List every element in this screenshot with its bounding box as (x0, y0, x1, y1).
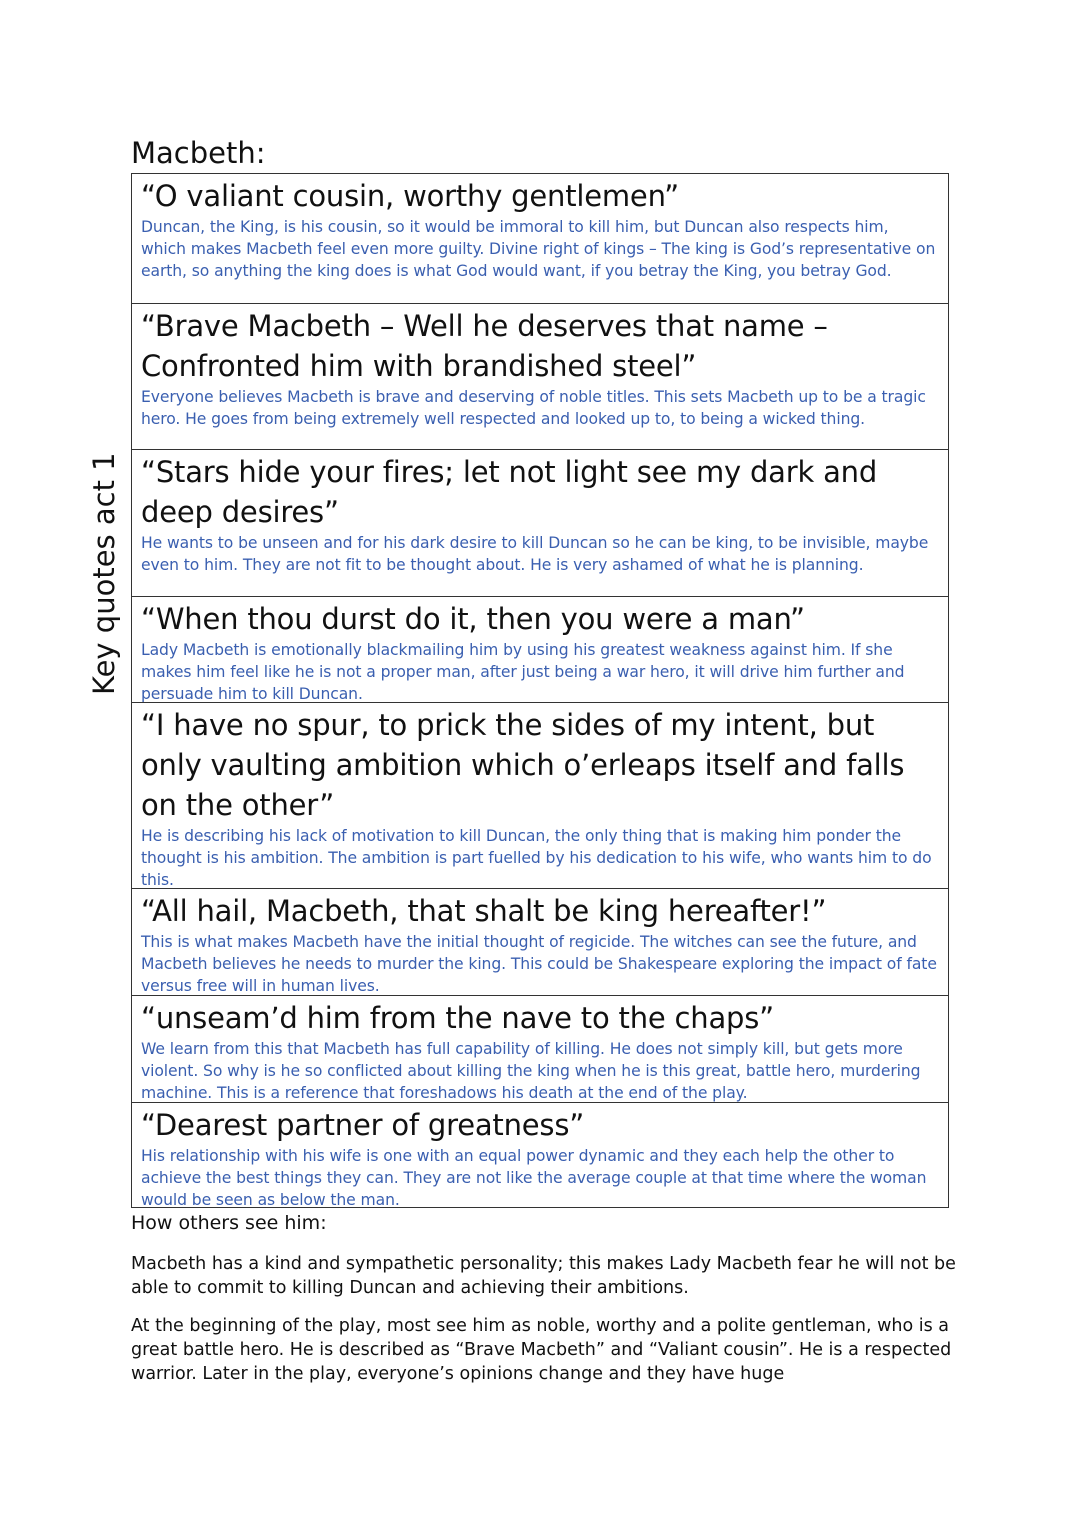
quote-row (132, 450, 948, 597)
quote-note: He is describing his lack of motivation to kill Duncan, the only thing that is making him ponder the thought is his ambition. The ambition is part fuelled by his dedication to his wife, who wants him to do this. (141, 827, 932, 889)
body-paragraph: At the beginning of the play, most see him as noble, worthy and a polite gentleman, who is a great battle hero. He is described as “Brave Macbeth” and “Valiant cousin”. He is a respected warrior. Later in the play, everyone’s opinions change and they have huge (131, 1316, 952, 1384)
quote-note: We learn from this that Macbeth has full capability of killing. He does not simply kill, but gets more violent. So why is he so conflicted about killing the king when he is this great, battle hero, murdering machine. This is a reference that foreshadows his death at the end of the play. (141, 1040, 921, 1102)
body-paragraph: Macbeth has a kind and sympathetic personality; this makes Lady Macbeth fear he will not be able to commit to killing Duncan and achieving their ambitions. (131, 1254, 956, 1298)
quote-text: “All hail, Macbeth, that shalt be king hereafter!” (141, 894, 827, 928)
quote-note: Duncan, the King, is his cousin, so it would be immoral to kill him, but Duncan also respects him, which makes Macbeth feel even more guilty. Divine right of kings – The king is God’s representative on earth, so anything the king does is what God would want, if you betray the King, you betray God. (141, 218, 936, 280)
side-label: Key quotes act 1 (87, 452, 121, 695)
quotes-table (131, 173, 949, 1208)
quote-row (132, 597, 948, 703)
quote-text: “Stars hide your fires; let not light see my dark and deep desires” (141, 455, 878, 529)
quote-row (132, 996, 948, 1103)
quote-text: “Brave Macbeth – Well he deserves that name – Confronted him with brandished steel” (141, 309, 828, 383)
quote-note: This is what makes Macbeth have the initial thought of regicide. The witches can see the future, and Macbeth believes he needs to murder the king. This could be Shakespeare exploring the impact of fate versus free will in human lives. (141, 933, 937, 995)
quote-text: “Dearest partner of greatness” (141, 1108, 585, 1142)
page-title: Macbeth: (131, 136, 266, 170)
quote-note: His relationship with his wife is one with an equal power dynamic and they each help the other to achieve the best things they can. They are not like the average couple at that time where the woman would be seen as below the man. (141, 1147, 927, 1207)
quote-text: “unseam’d him from the nave to the chaps” (141, 1001, 774, 1035)
quote-note: He wants to be unseen and for his dark desire to kill Duncan so he can be king, to be invisible, maybe even to him. They are not fit to be thought about. He is very ashamed of what he is planning. (141, 534, 929, 574)
quote-row (132, 889, 948, 996)
quote-row (132, 174, 948, 304)
quote-row (132, 304, 948, 450)
quote-row (132, 703, 948, 889)
section-subheading: How others see him: (131, 1212, 327, 1234)
quote-text: “I have no spur, to prick the sides of my intent, but only vaulting ambition which o’erleaps itself and falls on the other” (141, 708, 905, 822)
quote-note: Everyone believes Macbeth is brave and deserving of noble titles. This sets Macbeth up to be a tragic hero. He goes from being extremely well respected and looked up to, to being a wicked thing. (141, 388, 926, 428)
quote-note: Lady Macbeth is emotionally blackmailing him by using his greatest weakness against him. If she makes him feel like he is not a proper man, after just being a war hero, it will drive him further and persuade him to kill Duncan. (141, 641, 905, 703)
quote-text: “O valiant cousin, worthy gentlemen” (141, 179, 679, 213)
quote-row (132, 1103, 948, 1207)
quote-text: “When thou durst do it, then you were a man” (141, 602, 805, 636)
